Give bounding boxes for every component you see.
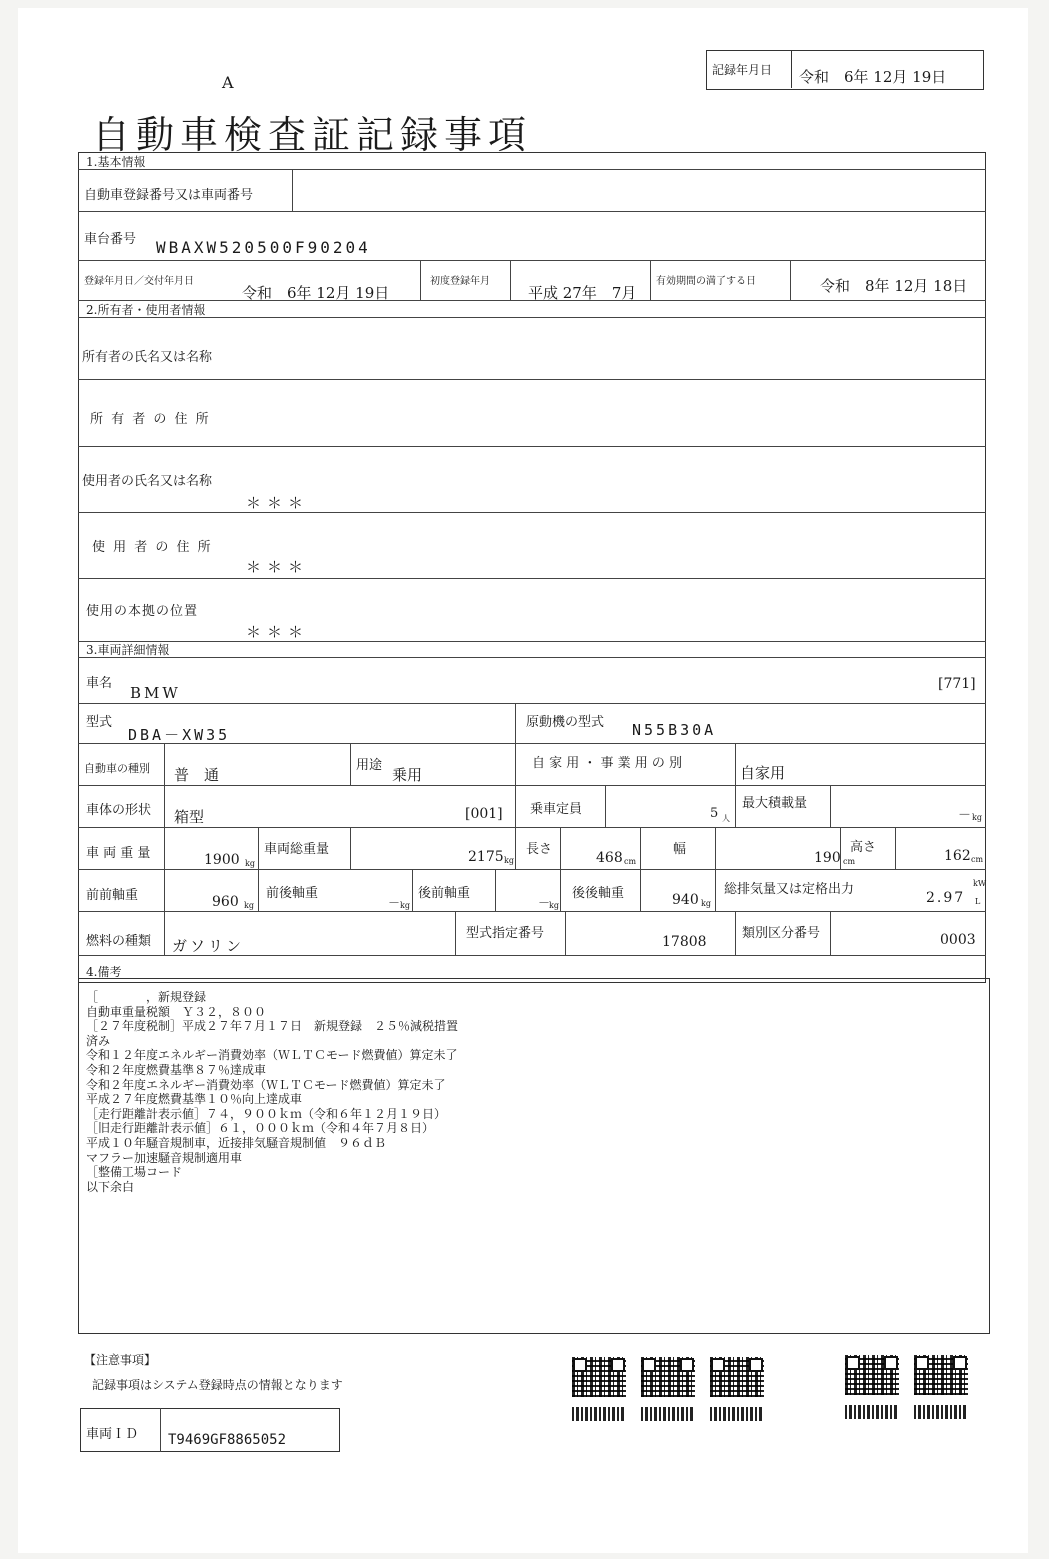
type-designation-label: 型式指定番号 [466, 926, 545, 941]
gross-weight-label: 車両総重量 [264, 842, 330, 857]
remarks-line: 以下余白 [86, 1179, 135, 1194]
qr-code-strip-1 [572, 1407, 626, 1421]
qr-code-strip-5 [914, 1405, 968, 1419]
engine-model: N55B30A [632, 721, 717, 739]
length: 468 [596, 850, 623, 866]
qr-code-1 [572, 1357, 626, 1397]
model-label: 型式 [86, 715, 113, 730]
registration-no-label: 自動車登録番号又は車両番号 [84, 188, 254, 203]
rf-axle: － [538, 896, 551, 910]
user-name-label: 使用者の氏名又は名称 [82, 474, 213, 489]
remarks-line: 自動車重量税額 Ｙ３２，８００ [86, 1004, 267, 1019]
section-1-title: 1.基本情報 [86, 155, 146, 169]
qr-code-3 [710, 1357, 764, 1397]
record-date: 令和 6年 12月 19日 [799, 68, 947, 86]
ff-axle: 960 [212, 894, 239, 910]
gross-weight-unit: kg [504, 856, 514, 865]
qr-code-2 [641, 1357, 695, 1397]
qr-code-strip-2 [641, 1407, 695, 1421]
fr-axle: － [388, 896, 401, 910]
engine-model-label: 原動機の型式 [526, 715, 605, 730]
car-name: BMW [130, 684, 181, 702]
user-address-label: 使 用 者 の 住 所 [92, 540, 213, 555]
class-code: 0003 [940, 932, 976, 948]
reg-date: 令和 6年 12月 19日 [242, 284, 390, 302]
fr-axle-label: 前後軸重 [266, 886, 319, 901]
first-reg-label: 初度登録年月 [430, 276, 490, 287]
capacity: 5 [710, 806, 719, 821]
user-name: ＊＊＊ [246, 494, 310, 512]
fuel-label: 燃料の種類 [86, 934, 152, 949]
usage-label: 用途 [356, 758, 383, 773]
remarks-line: ［２７年度税制］平成２７年７月１７日 新規登録 ２５％減税措置 [86, 1019, 459, 1034]
weight-unit: kg [245, 859, 255, 868]
width: 190 [814, 850, 841, 866]
remarks-line: 平成２７年度燃費基準１０％向上達成車 [86, 1092, 303, 1107]
body-shape-label: 車体の形状 [86, 803, 152, 818]
width-label: 幅 [673, 842, 687, 857]
rr-axle-unit: kg [701, 899, 711, 908]
body-shape-code: [001] [465, 806, 503, 822]
user-address: ＊＊＊ [246, 558, 310, 576]
max-load-unit: kg [972, 813, 982, 822]
chassis-no-label: 車台番号 [84, 232, 137, 247]
record-date-label: 記録年月日 [712, 63, 773, 77]
rf-axle-unit: kg [549, 901, 559, 910]
car-name-code: [771] [938, 676, 976, 692]
base-location-label: 使用の本拠の位置 [86, 604, 199, 619]
remarks-line: 令和２年度燃費基準８７％達成車 [86, 1062, 267, 1077]
qr-code-strip-4 [845, 1405, 899, 1419]
remarks-line: ［整備工場コード [86, 1165, 183, 1180]
rr-axle: 940 [672, 892, 699, 908]
remarks-line: マフラー加速騒音規制適用車 [86, 1150, 243, 1165]
notes-text: 記録事項はシステム登録時点の情報となります [92, 1378, 343, 1392]
length-unit: cm [624, 857, 637, 866]
length-label: 長さ [526, 842, 553, 857]
weight-label: 車 両 重 量 [86, 846, 151, 861]
fuel: ガソリン [172, 937, 245, 955]
category: 普 通 [174, 766, 220, 784]
expiry-label: 有効期間の満了する日 [656, 276, 756, 287]
page-title: 自動車検査証記録事項 [92, 113, 533, 157]
usage: 乗用 [392, 766, 423, 784]
expiry-date: 令和 8年 12月 18日 [820, 277, 968, 295]
section-4-title: 4.備考 [86, 965, 122, 979]
qr-code-strip-3 [710, 1407, 764, 1421]
max-load: － [958, 808, 972, 823]
displacement-unit-top: kW [973, 879, 987, 888]
max-load-label: 最大積載量 [742, 796, 808, 811]
section-2-title: 2.所有者・使用者情報 [86, 303, 206, 317]
section-3-title: 3.車両詳細情報 [86, 643, 170, 657]
type-designation: 17808 [662, 934, 707, 950]
weight: 1900 [204, 852, 240, 868]
class-code-label: 類別区分番号 [742, 926, 821, 941]
capacity-label: 乗車定員 [530, 802, 583, 817]
remarks-line: 平成１０年騒音規制車，近接排気騒音規制値 ９６ｄＢ [86, 1135, 387, 1150]
private-commercial-label: 自 家 用 ・ 事 業 用 の 別 [532, 756, 683, 771]
owner-address-label: 所 有 者 の 住 所 [90, 412, 211, 427]
private-commercial: 自家用 [740, 764, 786, 782]
first-reg: 平成 27年 7月 [528, 284, 637, 302]
ff-axle-label: 前前軸重 [86, 888, 139, 903]
notes-title: 【注意事項】 [84, 1353, 157, 1367]
owner-name-label: 所有者の氏名又は名称 [82, 350, 213, 365]
gross-weight: 2175 [468, 849, 504, 865]
qr-code-5 [914, 1355, 968, 1395]
vehicle-id-label: 車両ＩＤ [86, 1427, 139, 1442]
displacement-unit-bottom: L [975, 897, 981, 906]
displacement: 2.97 [926, 890, 966, 906]
remarks-line: ［走行距離計表示値］７４，９００ｋｍ（令和６年１２月１９日） [86, 1106, 447, 1121]
height-label: 高さ [850, 840, 877, 855]
height: 162 [944, 848, 971, 864]
displacement-label: 総排気量又は定格出力 [724, 882, 855, 897]
form-code: A [222, 73, 234, 92]
qr-code-4 [845, 1355, 899, 1395]
rf-axle-label: 後前軸重 [418, 886, 471, 901]
vehicle-id: T9469GF8865052 [168, 1432, 287, 1448]
reg-date-label: 登録年月日／交付年月日 [84, 276, 194, 287]
height-unit: cm [971, 855, 984, 864]
rr-axle-label: 後後軸重 [572, 886, 625, 901]
remarks-line: ［旧走行距離計表示値］６１，０００ｋｍ（令和４年７月８日） [86, 1121, 435, 1136]
base-location: ＊＊＊ [246, 623, 310, 641]
remarks-text [86, 990, 458, 1194]
model: DBA－XW35 [128, 726, 231, 744]
width-unit: cm [843, 857, 856, 866]
category-label: 自動車の種別 [84, 762, 150, 775]
remarks-line: 済み [86, 1033, 111, 1048]
remarks-line: 令和１２年度エネルギー消費効率（ＷＬＴＣモード燃費値）算定未了 [86, 1048, 458, 1063]
remarks-line: 令和２年度エネルギー消費効率（ＷＬＴＣモード燃費値）算定未了 [86, 1077, 446, 1092]
car-name-label: 車名 [86, 676, 113, 691]
remarks-line: ［ ，新規登録 [86, 990, 207, 1004]
fr-axle-unit: kg [400, 901, 410, 910]
ff-axle-unit: kg [244, 901, 254, 910]
chassis-no: WBAXW520500F90204 [156, 238, 371, 257]
body-shape: 箱型 [174, 808, 205, 826]
capacity-unit: 人 [722, 814, 730, 823]
